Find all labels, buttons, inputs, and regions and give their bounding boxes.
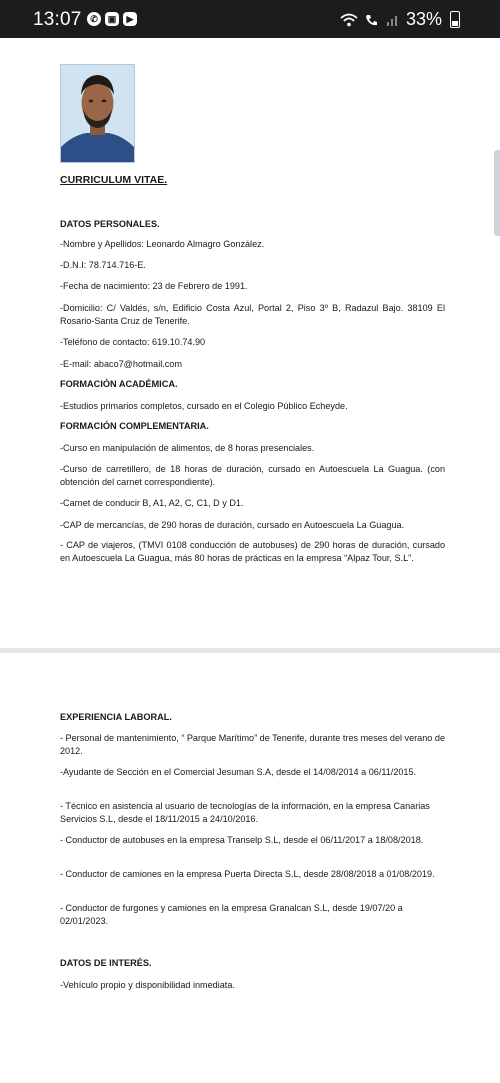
formacion-complementaria-item: -Curso de carretillero, de 18 horas de duración, cursado en Autoescuela La Guagua. (con obtención del carnet correspondiente). <box>60 464 445 487</box>
formacion-academica-item: -Estudios primarios completos, cursado en el Colegio Público Echeyde. <box>60 401 348 411</box>
nacimiento-line: -Fecha de nacimiento: 23 de Febrero de 1991. <box>60 281 248 291</box>
dni-line: -D.N.I: 78.714.716-E. <box>60 260 146 270</box>
experiencia-item: - Conductor de camiones en la empresa Puerta Directa S.L, desde 28/08/2018 a 01/08/2019. <box>60 869 435 879</box>
experiencia-item: - Personal de mantenimiento, “ Parque Marítimo” de Tenerife, durante tres meses del verano de 2012. <box>60 733 445 756</box>
status-time: 13:07 <box>33 9 82 30</box>
notification-icons <box>87 12 137 26</box>
nombre-line: -Nombre y Apellidos: Leonardo Almagro González. <box>60 239 265 249</box>
domicilio-line: -Domicilio: C/ Valdés, s/n, Edificio Costa Azul, Portal 2, Piso 3º B, Radazul Bajo. 38109 El Rosario-Santa Cruz de Tenerife. <box>60 303 445 326</box>
formacion-complementaria-item: -CAP de mercancías, de 290 horas de duración, cursado en Autoescuela La Guagua. <box>60 520 405 530</box>
volte-call-icon <box>364 13 380 27</box>
youtube-icon: ▶ <box>123 12 137 26</box>
wifi-icon <box>340 13 358 27</box>
status-right <box>340 9 460 30</box>
cv-title: CURRICULUM VITAE. <box>60 174 168 186</box>
battery-icon <box>450 11 460 28</box>
experiencia-item: - Técnico en asistencia al usuario de tecnologías de la información, en la empresa Canarias Servicios S.L, desde el 18/11/2015 a 24/10/2016. <box>60 801 430 824</box>
profile-photo <box>60 64 135 163</box>
document-page-2 <box>0 653 500 1083</box>
scrollbar-handle[interactable] <box>494 150 500 236</box>
document-page-1 <box>0 38 500 648</box>
whatsapp-icon: ✆ <box>87 12 101 26</box>
experiencia-item: - Conductor de furgones y camiones en la empresa Granalcan S.L, desde 19/07/20 a 02/01/2023. <box>60 903 403 926</box>
experiencia-heading: EXPERIENCIA LABORAL. <box>60 712 172 722</box>
datos-personales-heading: DATOS PERSONALES. <box>60 219 160 229</box>
formacion-complementaria-item: - CAP de viajeros, (TMVI 0108 conducción de autobuses) de 290 horas de duración, cursado en Autoescuela La Guagua, más 80 horas de prácticas en la empresa “Alpaz Tour, S.L”. <box>60 540 445 563</box>
notification-app-icon: ▣ <box>105 12 119 26</box>
formacion-academica-heading: FORMACIÓN ACADÉMICA. <box>60 379 178 389</box>
formacion-complementaria-heading: FORMACIÓN COMPLEMENTARIA. <box>60 421 209 431</box>
interes-item: -Vehículo propio y disponibilidad inmediata. <box>60 980 235 990</box>
status-bar <box>0 0 500 38</box>
telefono-line: -Teléfono de contacto: 619.10.74.90 <box>60 337 206 347</box>
formacion-complementaria-item: -Curso en manipulación de alimentos, de 8 horas presenciales. <box>60 443 315 453</box>
battery-level: 33% <box>405 9 442 29</box>
signal-icon <box>386 13 400 27</box>
email-line: -E-mail: abaco7@hotmail.com <box>60 359 182 369</box>
experiencia-item: - Conductor de autobuses en la empresa Transelp S.L, desde el 06/11/2017 a 18/08/2018. <box>60 835 424 845</box>
interes-heading: DATOS DE INTERÉS. <box>60 958 152 968</box>
formacion-complementaria-item: -Carnet de conducir B, A1, A2, C, C1, D y D1. <box>60 498 244 508</box>
experiencia-item: -Ayudante de Sección en el Comercial Jesuman S.A, desde el 14/08/2014 a 06/11/2015. <box>60 767 417 777</box>
